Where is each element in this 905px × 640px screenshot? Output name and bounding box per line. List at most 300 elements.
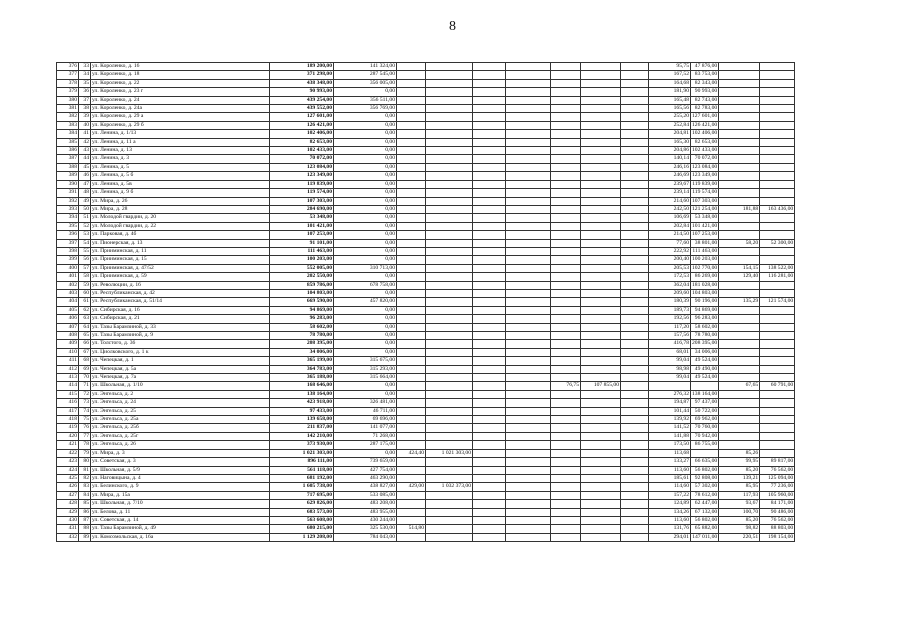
- col-h-cell: [621, 155, 649, 163]
- col-e-cell: [506, 306, 551, 314]
- amount-cell: 0,00: [334, 256, 397, 264]
- item-number-cell: 69: [79, 365, 91, 373]
- area-extra-cell: [719, 163, 760, 171]
- cost-extra-cell: [760, 231, 795, 239]
- area-extra-cell: 139,21: [719, 474, 760, 482]
- cost-value-cell: 123 349,00: [692, 172, 718, 179]
- area-value-cell: 202,84: [649, 222, 691, 230]
- col-e-cell: [506, 416, 551, 424]
- area-cell: [397, 441, 426, 449]
- col-d-cell: [473, 231, 506, 239]
- table-row: [57, 306, 795, 314]
- area-value-cell: 134,26: [649, 508, 691, 516]
- col-e-cell: [506, 508, 551, 516]
- cost-value-cell: 49 524,00: [691, 374, 719, 382]
- col-d-cell: [473, 205, 506, 213]
- cost-extra-cell: [760, 281, 795, 289]
- col-g-cell: [581, 357, 621, 365]
- area-extra-cell: [719, 289, 760, 297]
- area-extra-cell: [719, 281, 760, 289]
- area-extra-cell: [719, 96, 760, 104]
- area-value-cell: 140,14: [649, 155, 691, 163]
- cost-value-cell: 102 770,00: [692, 264, 718, 271]
- col-f-cell: [551, 172, 581, 180]
- area-cell: [397, 189, 426, 197]
- col-f-cell: [551, 399, 581, 407]
- amount-cell: 0,00: [334, 222, 397, 230]
- cost-cell: [426, 374, 473, 382]
- cost-cell: [426, 441, 473, 449]
- col-d-cell: [473, 163, 506, 171]
- total-cost-cell: 58 602,00: [270, 323, 334, 331]
- col-f-cell: [551, 348, 581, 356]
- row-index-cell: 430: [57, 516, 79, 524]
- address-cell: ул. Толстого, д. 36: [91, 340, 270, 348]
- item-number-cell: 83: [79, 483, 91, 491]
- col-e-cell: [506, 189, 551, 197]
- area-value-cell: 141,52: [649, 424, 691, 432]
- cost-extra-cell: [760, 180, 795, 188]
- area-value-cell: 173,50: [649, 441, 691, 449]
- cost-value-cell: [691, 449, 719, 457]
- col-e-cell: [506, 315, 551, 323]
- cost-cell: [426, 315, 473, 323]
- table-row: [57, 340, 795, 348]
- area-extra-cell: [719, 247, 760, 255]
- cost-cell: [426, 416, 473, 424]
- cost-value-cell: 65 882,00: [691, 525, 719, 533]
- cost-extra-cell: 52 300,00: [760, 239, 795, 247]
- col-e-cell: [506, 474, 551, 482]
- area-extra-cell: 154,15: [719, 264, 760, 272]
- cost-extra-cell: [760, 96, 795, 104]
- col-h-cell: [621, 214, 649, 222]
- total-cost-cell: 53 348,00: [270, 214, 334, 222]
- table-row: [57, 332, 795, 340]
- col-d-cell: [473, 273, 506, 281]
- col-e-cell: [506, 239, 551, 247]
- item-number-cell: 42: [79, 138, 91, 146]
- cost-cell: [426, 474, 473, 482]
- col-d-cell: [473, 340, 506, 348]
- area-extra-cell: [719, 130, 760, 138]
- area-cell: [397, 264, 426, 272]
- item-number-cell: 55: [79, 247, 91, 255]
- col-f-cell: [551, 289, 581, 297]
- table-row: [57, 474, 795, 482]
- cost-value-cell: 90 993,00: [691, 88, 719, 96]
- area-cell: [397, 323, 426, 331]
- col-e-cell: [506, 340, 551, 348]
- cost-cell: [426, 105, 473, 113]
- table-row: [57, 323, 795, 331]
- item-number-cell: 81: [79, 466, 91, 474]
- area-cell: [397, 155, 426, 163]
- col-d-cell: [473, 348, 506, 356]
- col-d-cell: [473, 189, 506, 197]
- area-cell: [397, 390, 426, 398]
- address-cell: ул. Белинского, д. 9: [91, 483, 270, 491]
- amount-cell: 0,00: [334, 247, 397, 255]
- amount-cell: 0,00: [334, 214, 397, 222]
- col-g-cell: [581, 239, 621, 247]
- amount-cell: 678 758,00: [334, 281, 397, 289]
- amount-cell: 0,00: [334, 239, 397, 247]
- total-cost-cell: 211 837,00: [270, 424, 334, 432]
- area-cell: [397, 172, 426, 180]
- area-extra-cell: 67,65: [719, 382, 760, 390]
- item-number-cell: 77: [79, 432, 91, 440]
- area-value-cell: 200,40: [649, 256, 691, 264]
- col-d-cell: [473, 390, 506, 398]
- table-row: [57, 365, 795, 373]
- col-d-cell: [473, 458, 506, 466]
- area-extra-cell: [719, 348, 760, 356]
- item-number-cell: 52: [79, 222, 91, 230]
- item-number-cell: 86: [79, 508, 91, 516]
- col-e-cell: [506, 533, 551, 541]
- cost-cell: [426, 306, 473, 314]
- col-d-cell: [473, 332, 506, 340]
- area-extra-cell: [719, 416, 760, 424]
- total-cost-cell: 669 590,00: [270, 298, 334, 306]
- row-index-cell: 414: [57, 382, 79, 390]
- area-value-cell: 246,69: [649, 172, 691, 180]
- row-index-cell: 411: [57, 357, 79, 365]
- cost-extra-cell: [760, 130, 795, 138]
- total-cost-cell: 102 433,00: [270, 147, 334, 155]
- col-f-cell: [551, 516, 581, 524]
- address-cell: ул. Ленина, д. 5 б: [91, 172, 270, 180]
- col-e-cell: [506, 382, 551, 390]
- cost-cell: [426, 273, 473, 281]
- col-f-cell: [551, 214, 581, 222]
- col-g-cell: [581, 390, 621, 398]
- col-f-cell: [551, 483, 581, 491]
- area-extra-cell: 85,26: [719, 449, 760, 457]
- area-cell: [397, 382, 426, 390]
- item-number-cell: 61: [79, 298, 91, 306]
- amount-cell: 0,00: [334, 180, 397, 188]
- col-h-cell: [621, 298, 649, 306]
- area-extra-cell: [719, 332, 760, 340]
- item-number-cell: 57: [79, 264, 91, 272]
- area-cell: [397, 365, 426, 373]
- row-index-cell: 426: [57, 483, 79, 491]
- col-h-cell: [621, 105, 649, 113]
- col-h-cell: [621, 256, 649, 264]
- item-number-cell: 40: [79, 121, 91, 129]
- area-extra-cell: [719, 172, 760, 180]
- col-g-cell: [581, 416, 621, 424]
- area-value-cell: 157,22: [649, 491, 691, 499]
- col-g-cell: [581, 474, 621, 482]
- table-row: [57, 247, 795, 255]
- address-cell: ул. Короленко, д. 29 б: [91, 121, 270, 129]
- cost-value-cell: 70 942,00: [691, 432, 719, 440]
- address-cell: ул. Циолковского, д. 1 к: [91, 348, 270, 356]
- area-value-cell: 113,68: [649, 449, 691, 457]
- address-cell: ул. Прииминская, д. 47/52: [91, 264, 270, 272]
- row-index-cell: 377: [57, 71, 79, 79]
- row-index-cell: 409: [57, 340, 79, 348]
- col-g-cell: [581, 88, 621, 96]
- col-e-cell: [506, 121, 551, 129]
- total-cost-cell: 139 658,00: [270, 416, 334, 424]
- cost-value-cell: 121 254,00: [692, 205, 718, 212]
- row-index-cell: 413: [57, 374, 79, 382]
- col-f-cell: [551, 79, 581, 87]
- cost-cell: [426, 138, 473, 146]
- cost-extra-cell: [760, 247, 795, 255]
- address-cell: ул. Революции, д. 16: [91, 281, 270, 289]
- amount-cell: 0,00: [334, 163, 397, 171]
- amount-cell: 0,00: [334, 130, 397, 138]
- col-h-cell: [621, 432, 649, 440]
- amount-cell: 0,00: [334, 289, 397, 297]
- item-number-cell: 73: [79, 399, 91, 407]
- amount-cell: 430 244,00: [334, 516, 397, 524]
- cost-cell: [426, 424, 473, 432]
- cost-value-cell: 92 808,00: [691, 474, 719, 482]
- col-g-cell: [581, 449, 621, 457]
- col-g-cell: [581, 147, 621, 155]
- address-cell: ул. Ленина, д. 3: [91, 155, 270, 163]
- item-number-cell: 87: [79, 516, 91, 524]
- col-h-cell: [621, 273, 649, 281]
- total-cost-cell: 202 550,00: [270, 273, 334, 281]
- area-extra-cell: [719, 256, 760, 264]
- col-e-cell: [506, 289, 551, 297]
- col-d-cell: [473, 222, 506, 230]
- area-value-cell: 209,60: [649, 289, 691, 297]
- row-index-cell: 417: [57, 407, 79, 415]
- col-f-cell: [551, 525, 581, 533]
- col-d-cell: [473, 374, 506, 382]
- cost-value-cell: 56 802,00: [691, 516, 719, 524]
- col-g-cell: [581, 533, 621, 541]
- cost-value-cell: 83 753,00: [691, 71, 719, 79]
- row-index-cell: 425: [57, 474, 79, 482]
- col-d-cell: [473, 71, 506, 79]
- col-h-cell: [621, 113, 649, 121]
- total-cost-cell: 1 021 303,00: [270, 449, 334, 457]
- col-g-cell: [581, 458, 621, 466]
- row-index-cell: 387: [57, 155, 79, 163]
- area-value-cell: 113,60: [649, 466, 691, 474]
- amount-cell: 141 077,00: [334, 424, 397, 432]
- amount-cell: 71 268,00: [334, 432, 397, 440]
- col-f-cell: [551, 96, 581, 104]
- area-value-cell: 165,48: [649, 96, 691, 104]
- col-e-cell: [506, 458, 551, 466]
- cost-cell: [426, 113, 473, 121]
- area-value-cell: 131,76: [649, 525, 691, 533]
- cost-extra-cell: [760, 432, 795, 440]
- table-row: [57, 407, 795, 415]
- col-h-cell: [621, 357, 649, 365]
- cost-extra-cell: 88 803,00: [760, 525, 795, 533]
- table-row: [57, 71, 795, 79]
- col-g-cell: [581, 197, 621, 205]
- address-cell: ул. Короленко, д. 24: [91, 96, 270, 104]
- col-f-cell: [551, 121, 581, 129]
- area-cell: [397, 256, 426, 264]
- item-number-cell: 49: [79, 197, 91, 205]
- row-index-cell: 394: [57, 214, 79, 222]
- address-cell: ул. Энгельса, д. 25б: [91, 424, 270, 432]
- col-e-cell: [506, 205, 551, 213]
- address-cell: ул. Наговицына, д. 4: [91, 474, 270, 482]
- cost-extra-cell: 138 522,00: [760, 264, 795, 272]
- col-h-cell: [621, 390, 649, 398]
- amount-cell: 0,00: [334, 189, 397, 197]
- col-h-cell: [621, 189, 649, 197]
- col-f-cell: [551, 340, 581, 348]
- row-index-cell: 380: [57, 96, 79, 104]
- area-extra-cell: [719, 231, 760, 239]
- col-g-cell: [581, 172, 621, 180]
- col-f-cell: [551, 256, 581, 264]
- area-extra-cell: 93,67: [719, 500, 760, 508]
- total-cost-cell: 681 192,00: [270, 474, 334, 482]
- area-value-cell: 194,87: [649, 399, 691, 407]
- area-cell: [397, 180, 426, 188]
- total-cost-cell: 119 574,00: [270, 189, 334, 197]
- total-cost-cell: 552 005,00: [270, 264, 334, 272]
- area-value-cell: 185,61: [649, 474, 691, 482]
- area-value-cell: 124,89: [649, 500, 691, 508]
- col-f-cell: [551, 88, 581, 96]
- table-row: [57, 491, 795, 499]
- col-d-cell: [473, 323, 506, 331]
- col-h-cell: [621, 374, 649, 382]
- table-row: [57, 172, 795, 180]
- area-extra-cell: 135,29: [719, 298, 760, 306]
- cost-cell: [426, 348, 473, 356]
- amount-cell: 0,00: [334, 197, 397, 205]
- area-extra-cell: 129,40: [719, 273, 760, 281]
- cost-cell: [426, 88, 473, 96]
- total-cost-cell: 365 188,00: [270, 374, 334, 382]
- col-e-cell: [506, 247, 551, 255]
- table-row: [57, 374, 795, 382]
- area-extra-cell: [719, 197, 760, 205]
- area-value-cell: 239,67: [649, 180, 691, 188]
- cost-extra-cell: 198 154,00: [760, 533, 795, 541]
- cost-value-cell: 119 839,00: [692, 180, 718, 187]
- total-cost-cell: 563 608,00: [270, 516, 334, 524]
- row-index-cell: 432: [57, 533, 79, 541]
- col-g-cell: [581, 289, 621, 297]
- cost-extra-cell: [760, 449, 795, 457]
- col-h-cell: [621, 63, 649, 71]
- cost-cell: [426, 79, 473, 87]
- total-cost-cell: 439 254,00: [270, 96, 334, 104]
- col-g-cell: [581, 281, 621, 289]
- area-extra-cell: [719, 214, 760, 222]
- address-cell: ул. Короленко, д. 22: [91, 79, 270, 87]
- area-cell: [397, 340, 426, 348]
- col-d-cell: [473, 416, 506, 424]
- row-index-cell: 423: [57, 458, 79, 466]
- col-f-cell: [551, 458, 581, 466]
- total-cost-cell: 70 072,00: [270, 155, 334, 163]
- area-value-cell: 165,56: [649, 105, 691, 113]
- col-h-cell: [621, 474, 649, 482]
- area-extra-cell: [719, 374, 760, 382]
- item-number-cell: 33: [79, 63, 91, 71]
- area-value-cell: 172,53: [649, 273, 691, 281]
- cost-extra-cell: [760, 374, 795, 382]
- col-e-cell: [506, 273, 551, 281]
- area-extra-cell: 58,20: [719, 239, 760, 247]
- area-value-cell: 133,27: [649, 458, 691, 466]
- total-cost-cell: 102 406,00: [270, 130, 334, 138]
- col-h-cell: [621, 500, 649, 508]
- col-h-cell: [621, 323, 649, 331]
- col-f-cell: [551, 180, 581, 188]
- row-index-cell: 386: [57, 147, 79, 155]
- cost-value-cell: 96 283,00: [691, 315, 719, 323]
- col-e-cell: [506, 163, 551, 171]
- area-extra-cell: 181,88: [719, 205, 760, 213]
- col-e-cell: [506, 96, 551, 104]
- area-cell: [397, 416, 426, 424]
- cost-extra-cell: 76 562,00: [760, 516, 795, 524]
- col-g-cell: [581, 205, 621, 213]
- cost-cell: [426, 121, 473, 129]
- col-h-cell: [621, 172, 649, 180]
- col-d-cell: [473, 239, 506, 247]
- col-f-cell: [551, 332, 581, 340]
- address-cell: ул. Тазы Барамзиной, д. 33: [91, 323, 270, 331]
- total-cost-cell: 208 395,00: [270, 340, 334, 348]
- col-e-cell: [506, 500, 551, 508]
- item-number-cell: 74: [79, 407, 91, 415]
- area-extra-cell: [719, 155, 760, 163]
- total-cost-cell: 438 348,00: [270, 79, 334, 87]
- item-number-cell: 67: [79, 348, 91, 356]
- area-cell: [397, 466, 426, 474]
- table-row: [57, 113, 795, 121]
- cost-cell: [426, 180, 473, 188]
- area-extra-cell: 85,20: [719, 516, 760, 524]
- col-e-cell: [506, 214, 551, 222]
- address-cell: ул. Сибирская, д. 21: [91, 315, 270, 323]
- amount-cell: 0,00: [334, 113, 397, 121]
- col-e-cell: [506, 231, 551, 239]
- col-g-cell: [581, 483, 621, 491]
- cost-cell: [426, 466, 473, 474]
- col-d-cell: [473, 525, 506, 533]
- row-index-cell: 422: [57, 449, 79, 457]
- row-index-cell: 420: [57, 432, 79, 440]
- col-e-cell: [506, 298, 551, 306]
- cost-cell: 1 021 303,00: [426, 449, 473, 457]
- area-extra-cell: 85,95: [719, 483, 760, 491]
- row-index-cell: 416: [57, 399, 79, 407]
- item-number-cell: 79: [79, 449, 91, 457]
- col-d-cell: [473, 130, 506, 138]
- col-g-cell: [581, 138, 621, 146]
- amount-cell: 0,00: [334, 390, 397, 398]
- table-row: [57, 231, 795, 239]
- area-extra-cell: [719, 105, 760, 113]
- cost-cell: [426, 525, 473, 533]
- col-d-cell: [473, 155, 506, 163]
- item-number-cell: 35: [79, 79, 91, 87]
